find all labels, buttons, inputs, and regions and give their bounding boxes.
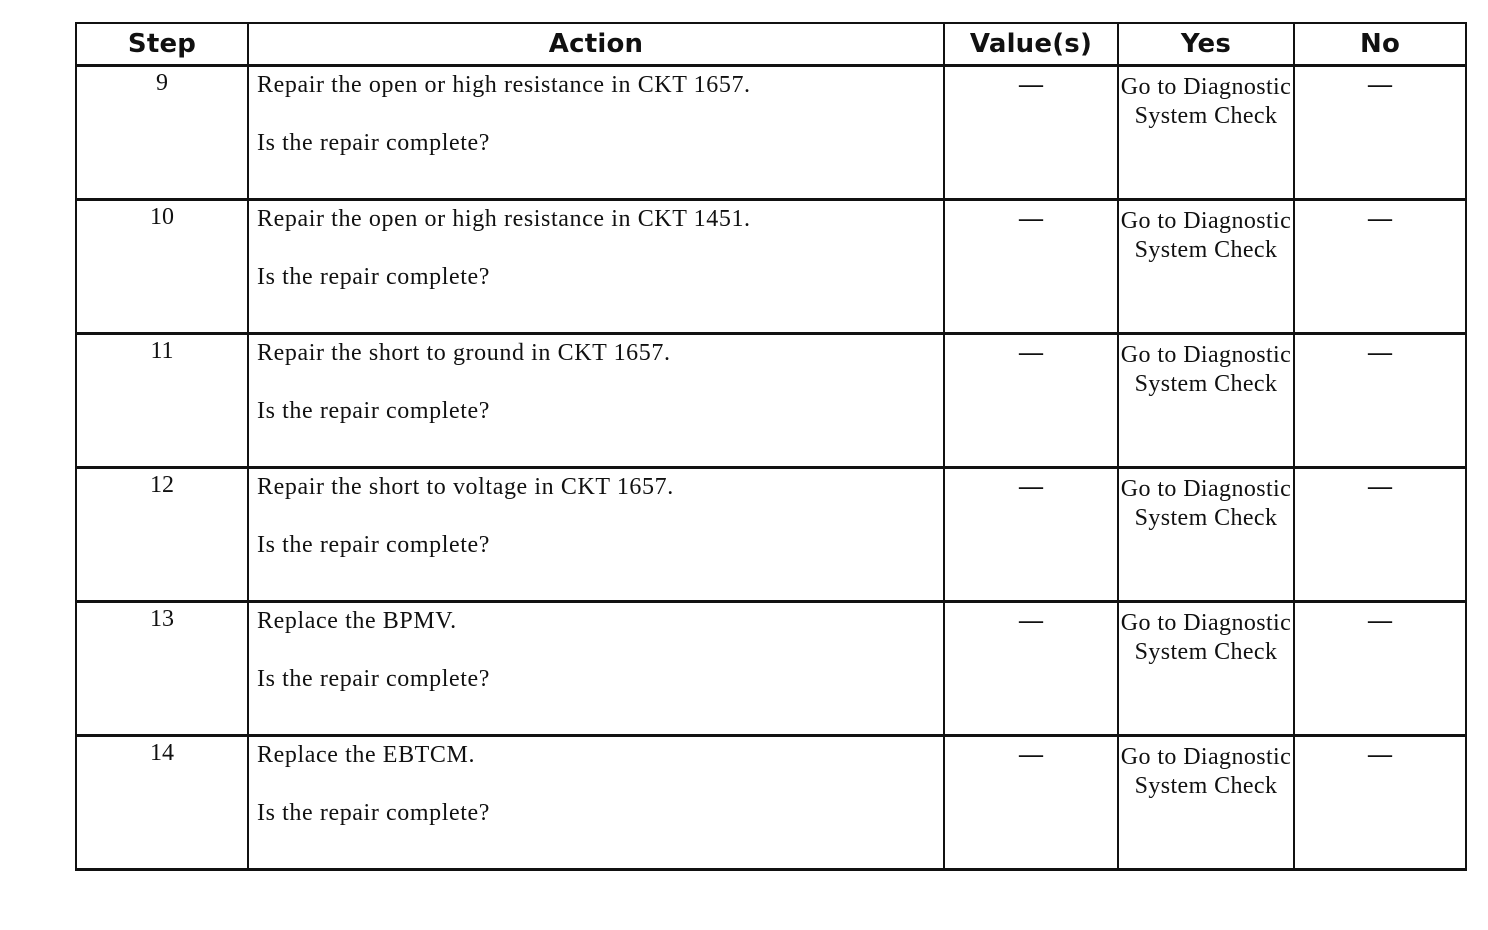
- no-cell: —: [1294, 200, 1466, 334]
- step-number: 10: [76, 200, 248, 334]
- yes-cell: Go to Diagnostic System Check: [1118, 200, 1294, 334]
- values-cell: —: [944, 66, 1118, 200]
- action-text: Repair the open or high resistance in CKT 1451.: [257, 206, 751, 232]
- values-cell: —: [944, 736, 1118, 870]
- diagnostic-table: [75, 22, 1467, 871]
- header-yes: Yes: [1118, 23, 1294, 66]
- action-cell: [248, 66, 944, 200]
- action-question: Is the repair complete?: [257, 666, 491, 692]
- action-cell: [248, 200, 944, 334]
- values-cell: —: [944, 468, 1118, 602]
- header-action: Action: [248, 23, 944, 66]
- no-cell: —: [1294, 736, 1466, 870]
- yes-cell: Go to Diagnostic System Check: [1118, 468, 1294, 602]
- action-cell: [248, 468, 944, 602]
- header-values: Value(s): [944, 23, 1118, 66]
- step-number: 12: [76, 468, 248, 602]
- action-question: Is the repair complete?: [257, 398, 491, 424]
- header-row: [76, 23, 1466, 66]
- action-text: Replace the BPMV.: [257, 608, 457, 634]
- values-cell: —: [944, 200, 1118, 334]
- action-text: Repair the short to ground in CKT 1657.: [257, 340, 671, 366]
- table-row: [76, 66, 1466, 200]
- table-row: [76, 602, 1466, 736]
- table-row: [76, 736, 1466, 870]
- step-number: 11: [76, 334, 248, 468]
- yes-cell: Go to Diagnostic System Check: [1118, 334, 1294, 468]
- yes-cell: Go to Diagnostic System Check: [1118, 602, 1294, 736]
- action-question: Is the repair complete?: [257, 532, 491, 558]
- header-step: Step: [76, 23, 248, 66]
- action-cell: [248, 602, 944, 736]
- table-row: [76, 200, 1466, 334]
- no-cell: —: [1294, 602, 1466, 736]
- header-no: No: [1294, 23, 1466, 66]
- table-row: [76, 468, 1466, 602]
- table-row: [76, 334, 1466, 468]
- action-cell: [248, 334, 944, 468]
- step-number: 9: [76, 66, 248, 200]
- values-cell: —: [944, 334, 1118, 468]
- no-cell: —: [1294, 468, 1466, 602]
- step-number: 14: [76, 736, 248, 870]
- step-number: 13: [76, 602, 248, 736]
- yes-cell: Go to Diagnostic System Check: [1118, 736, 1294, 870]
- action-text: Replace the EBTCM.: [257, 742, 476, 768]
- action-question: Is the repair complete?: [257, 264, 491, 290]
- no-cell: —: [1294, 334, 1466, 468]
- action-question: Is the repair complete?: [257, 800, 491, 826]
- action-text: Repair the open or high resistance in CKT 1657.: [257, 72, 751, 98]
- yes-cell: Go to Diagnostic System Check: [1118, 66, 1294, 200]
- action-question: Is the repair complete?: [257, 130, 491, 156]
- no-cell: —: [1294, 66, 1466, 200]
- values-cell: —: [944, 602, 1118, 736]
- action-text: Repair the short to voltage in CKT 1657.: [257, 474, 674, 500]
- action-cell: [248, 736, 944, 870]
